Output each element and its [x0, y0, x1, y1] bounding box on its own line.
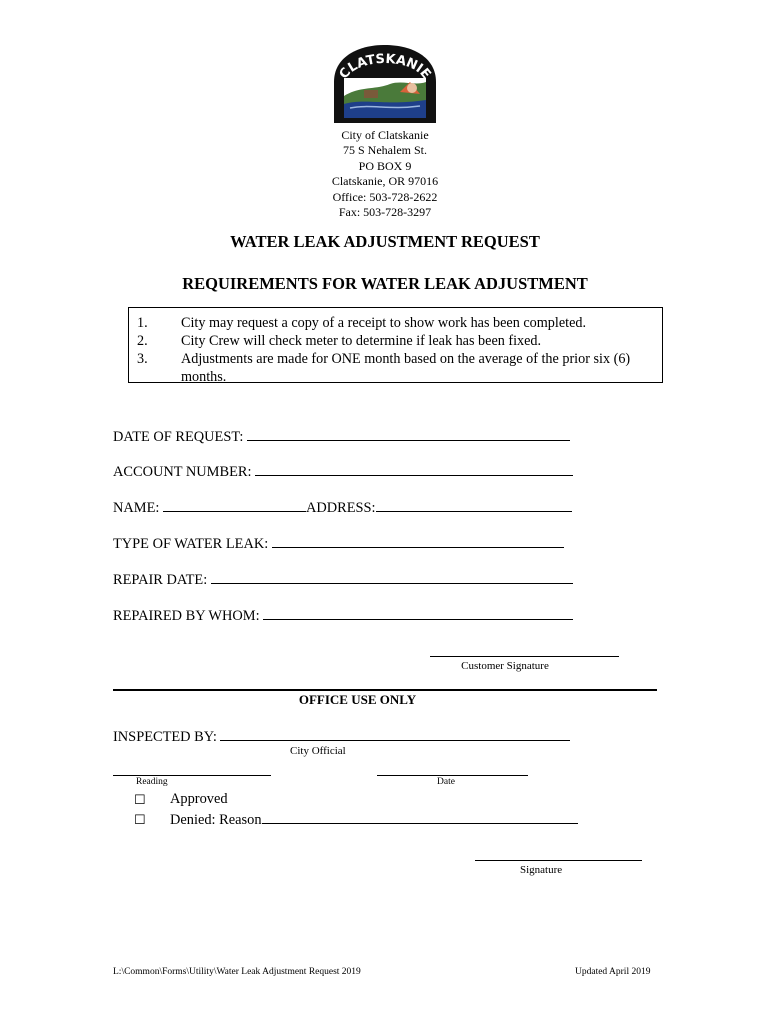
account-number-field[interactable] [255, 463, 573, 476]
customer-signature-line[interactable] [430, 656, 619, 657]
denied-label [170, 811, 578, 829]
date-line[interactable] [377, 775, 528, 776]
approved-label: Approved [170, 791, 228, 807]
repaired-by-label: REPAIRED BY WHOM: [113, 608, 260, 624]
name-field[interactable] [163, 499, 306, 512]
requirement-text: Adjustments are made for ONE month based on the average of the prior six (6) months. [181, 351, 631, 385]
address-line: Clatskanie, OR 97016 [331, 174, 439, 189]
denied-reason-label: Denied: Reason [170, 812, 262, 828]
repair-date-label: REPAIR DATE: [113, 572, 208, 588]
repair-date-row [113, 571, 573, 589]
address-line: 75 S Nehalem St. [343, 143, 427, 158]
logo-text: CLATSKANIE [336, 51, 434, 83]
date-label: Date [437, 777, 455, 787]
office-use-heading: OFFICE USE ONLY [298, 692, 417, 707]
denied-reason-field[interactable] [262, 811, 578, 824]
inspected-by-label: INSPECTED BY: [113, 729, 217, 745]
office-signature-line[interactable] [475, 860, 642, 861]
inspected-by-row [113, 728, 570, 746]
denied-checkbox[interactable]: ☐ [134, 812, 146, 827]
requirement-text: City Crew will check meter to determine if leak has been fixed. [181, 333, 542, 349]
account-number-row [113, 463, 573, 481]
address-line: City of Clatskanie [341, 128, 429, 142]
name-label: NAME: [113, 500, 160, 516]
date-of-request-field[interactable] [247, 428, 570, 441]
repaired-by-row [113, 607, 573, 625]
requirement-number: 1. [137, 315, 148, 331]
office-use-divider [113, 689, 657, 691]
footer-file-path: L:\Common\Forms\Utility\Water Leak Adjustment Request 2019 [113, 967, 361, 977]
customer-signature-label: Customer Signature [461, 660, 549, 672]
account-number-label: ACCOUNT NUMBER: [113, 464, 252, 480]
city-official-label: City Official [290, 745, 346, 757]
type-of-leak-label: TYPE OF WATER LEAK: [113, 536, 269, 552]
city-address-block [0, 128, 770, 220]
date-of-request-row [113, 428, 570, 446]
address-line: Office: 503-728-2622 [332, 189, 438, 204]
inspected-by-field[interactable] [220, 728, 570, 741]
requirement-text: City may request a copy of a receipt to show work has been completed. [181, 315, 587, 331]
requirement-number: 2. [137, 333, 148, 349]
repaired-by-field[interactable] [263, 607, 573, 620]
requirements-heading: REQUIREMENTS FOR WATER LEAK ADJUSTMENT [182, 274, 588, 293]
address-label: ADDRESS: [305, 500, 376, 516]
city-logo [330, 44, 440, 124]
form-title: WATER LEAK ADJUSTMENT REQUEST [230, 232, 540, 251]
type-of-leak-row [113, 535, 564, 553]
requirement-number: 3. [137, 351, 148, 367]
name-address-row [113, 499, 572, 517]
requirements-box [128, 307, 663, 383]
address-line: PO BOX 9 [358, 158, 412, 173]
reading-label: Reading [136, 777, 168, 787]
approved-checkbox[interactable]: ☐ [134, 792, 146, 807]
city-seal-graphic [330, 44, 440, 124]
type-of-leak-field[interactable] [272, 535, 564, 548]
date-of-request-label: DATE OF REQUEST: [113, 429, 244, 445]
approved-row [134, 791, 228, 809]
address-field[interactable] [376, 499, 572, 512]
denied-row [134, 811, 262, 829]
footer-updated: Updated April 2019 [575, 967, 651, 977]
repair-date-field[interactable] [211, 571, 573, 584]
office-signature-label: Signature [520, 864, 563, 876]
address-line: Fax: 503-728-3297 [338, 205, 432, 220]
reading-line[interactable] [113, 775, 271, 776]
